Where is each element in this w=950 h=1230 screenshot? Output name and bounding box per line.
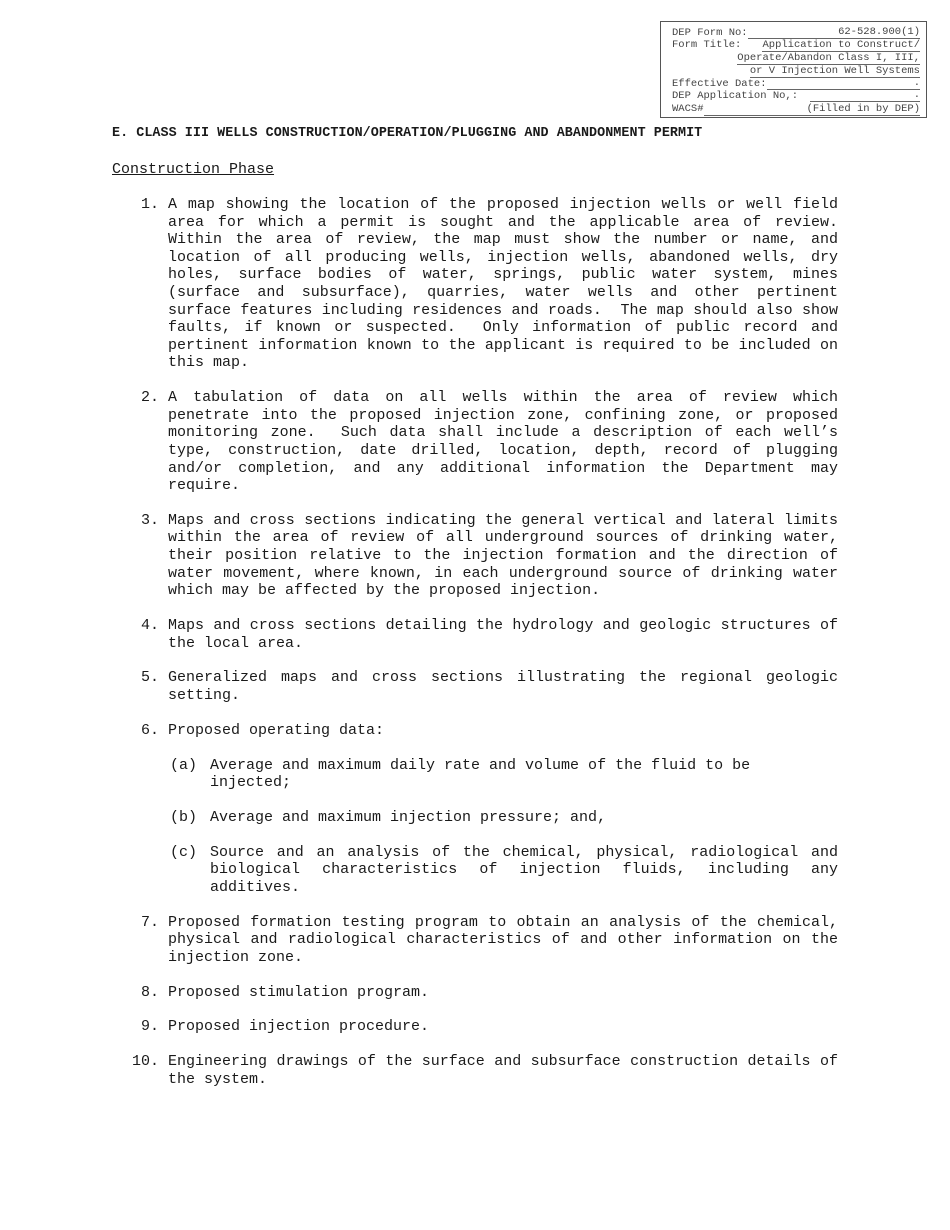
item-text: Proposed formation testing program to obtain an analysis of the chemical, physical and radiological characteristics of and other information on the injection zone.: [168, 913, 838, 966]
item-text: Proposed stimulation program.: [168, 983, 430, 1001]
list-item: [0, 389, 950, 495]
list-item: [0, 914, 950, 967]
item-number: 1.: [140, 196, 159, 213]
item-number: 6.: [140, 721, 159, 739]
list-item: [0, 512, 950, 600]
list-item: [0, 617, 950, 652]
form-info-box: [660, 21, 927, 118]
phase-heading: Construction Phase: [112, 161, 275, 178]
form-no-row: [672, 27, 920, 39]
requirements-list: [0, 196, 950, 1106]
item-text: Maps and cross sections detailing the hydrology and geologic structures of the local area.: [168, 617, 838, 652]
application-no-field: .: [810, 90, 920, 102]
sub-item: [0, 844, 950, 897]
form-no-value: 62-528.900(1): [748, 27, 920, 39]
sub-item: [0, 809, 950, 827]
application-no-row: [672, 90, 920, 102]
item-text: Generalized maps and cross sections illustrating the regional geologic setting.: [168, 669, 838, 704]
effective-date-field: .: [767, 78, 920, 90]
item-number: 3.: [140, 511, 159, 529]
form-title-line-2: Operate/Abandon Class I, III,: [737, 51, 920, 64]
effective-date-row: [672, 78, 920, 90]
wacs-field: [704, 103, 796, 116]
form-title-line-3: or V Injection Well Systems: [749, 64, 920, 77]
list-item: [0, 196, 950, 372]
item-number: 8.: [140, 983, 159, 1001]
item-text: A map showing the location of the proposed injection wells or well field area for which a permit is sought and the applicable area of review. Within the area of review, the map must show the number or name, and location of all producing wells, injection wells, abandoned wells, dry holes, surface bodies of water, springs, public water system, mines (surface and subsurface), quarries, water wells and other pertinent surface features including residences and roads. The map should also show faults, if known or suspected. Only information of public record and pertinent information known to the applicant is required to be included on this map.: [168, 196, 838, 372]
item-text: Proposed injection procedure.: [168, 1018, 430, 1036]
sub-item: [0, 757, 950, 792]
wacs-label: WACS#: [672, 102, 704, 115]
wacs-note: (Filled in by DEP): [796, 103, 920, 116]
list-item: [0, 669, 950, 704]
list-item: [0, 722, 950, 897]
wacs-row: [672, 103, 920, 116]
item-text: Maps and cross sections indicating the general vertical and lateral limits within the area of review of all underground sources of drinking water, their position relative to the injection formation and the direction of water movement, where known, in each underground source of drinking water which may be affected by the proposed injection.: [168, 511, 838, 600]
item-number: 9.: [140, 1018, 159, 1036]
item-number: 4.: [140, 617, 159, 635]
item-number: 5.: [140, 669, 159, 687]
form-title-line-1: Application to Construct/: [762, 39, 920, 52]
effective-date-label: Effective Date:: [672, 78, 767, 91]
sub-item-text: Source and an analysis of the chemical, physical, radiological and biological characteristics of injection fluids, including any additives.: [210, 843, 838, 896]
item-text: Engineering drawings of the surface and subsurface construction details of the system.: [168, 1053, 838, 1088]
sub-item-label: (c): [170, 843, 198, 861]
list-item: [0, 1018, 950, 1036]
item-text: A tabulation of data on all wells within the area of review which penetrate into the proposed injection zone, confining zone, or proposed monitoring zone. Such data shall include a description of each well’s type, construction, date drilled, location, depth, record of plugging and/or completion, and any additional information the Department may require.: [168, 389, 838, 495]
sub-item-label: (a): [170, 756, 198, 774]
item-number: 10.: [131, 1053, 159, 1071]
list-item: [0, 1053, 950, 1088]
sub-item-text: Average and maximum daily rate and volume of the fluid to be injected;: [210, 756, 751, 792]
form-title-row: [672, 39, 920, 51]
section-title: E. CLASS III WELLS CONSTRUCTION/OPERATION/PLUGGING AND ABANDONMENT PERMIT: [112, 126, 703, 141]
application-no-label: DEP Application No,:: [672, 90, 799, 103]
item-text: Proposed operating data:: [168, 721, 385, 739]
item-number: 2.: [140, 389, 159, 407]
form-title-label: Form Title:: [672, 39, 742, 52]
sub-item-text: Average and maximum injection pressure; and,: [210, 808, 607, 826]
form-no-label: DEP Form No:: [672, 27, 748, 39]
list-item: [0, 984, 950, 1002]
item-number: 7.: [140, 913, 159, 931]
sub-item-label: (b): [170, 808, 198, 826]
